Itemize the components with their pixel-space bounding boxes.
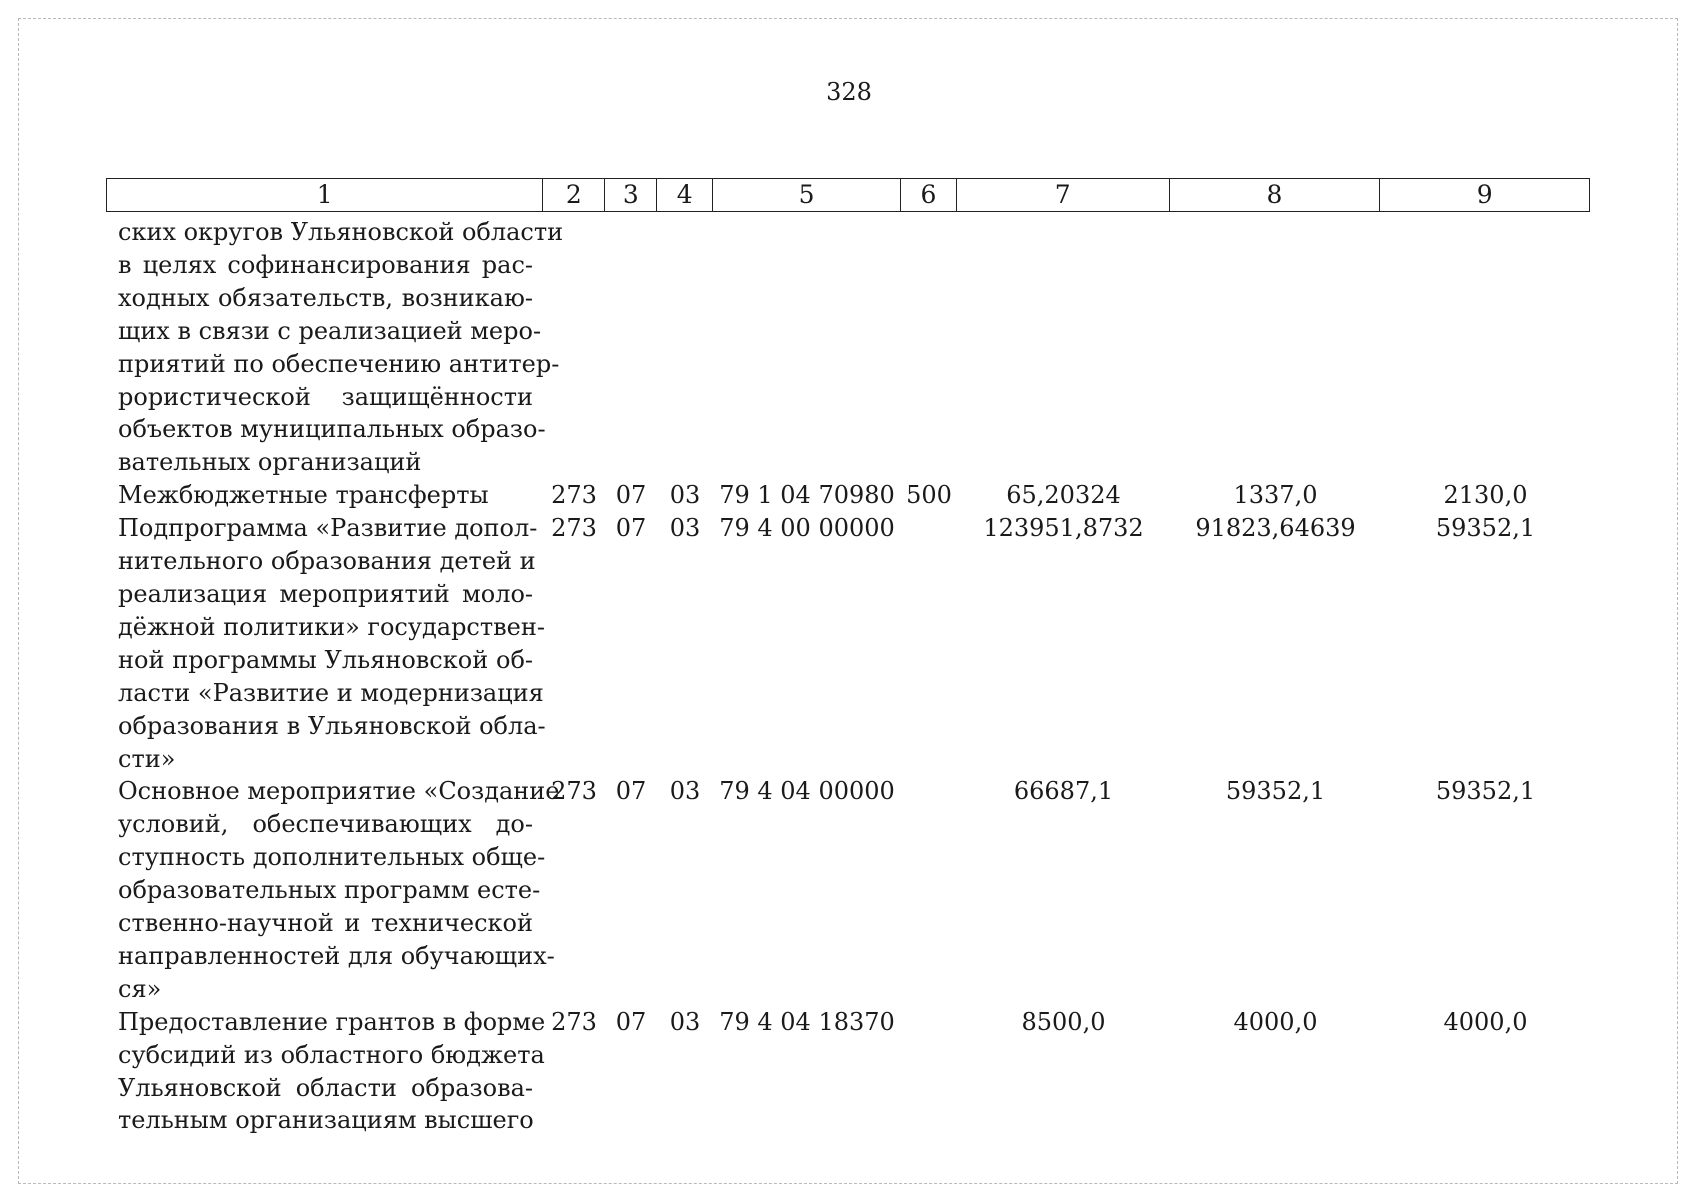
table-body [106, 216, 1590, 1137]
cell-col-3: 07 [615, 1007, 647, 1036]
description-line: сти» [118, 744, 176, 773]
header-col-6: 6 [901, 179, 957, 211]
table-row [106, 775, 1590, 1005]
header-col-2: 2 [543, 179, 605, 211]
description-line: тельным организациям высшего [118, 1106, 534, 1135]
cell-col-8: 59352,1 [1225, 777, 1326, 806]
description-line: образования в Ульяновской обла- [118, 711, 546, 740]
description-line: объектов муниципальных образо- [118, 415, 546, 444]
cell-col-7: 65,20324 [1006, 481, 1121, 510]
description-line: ласти «Развитие и модернизация [118, 678, 544, 707]
cell-col-6 [901, 775, 957, 1005]
cell-col-5: 79 4 04 18370 [719, 1007, 895, 1036]
description-line: в целях софинансирования рас- [118, 250, 533, 279]
cell-col-2: 273 [551, 777, 597, 806]
cell-col-4: 03 [669, 481, 701, 510]
table-row [106, 1006, 1590, 1138]
header-col-3: 3 [605, 179, 657, 211]
cell-col-8: 4000,0 [1233, 1007, 1318, 1036]
description-line: рористической защищённости [118, 382, 533, 411]
cell-col-9: 2130,0 [1443, 481, 1528, 510]
cell-col-6 [901, 216, 957, 479]
row-description [106, 479, 543, 512]
cell-col-5: 79 4 00 00000 [719, 514, 895, 543]
cell-col-2 [543, 216, 605, 479]
cell-col-9 [1381, 216, 1590, 479]
table-row [106, 512, 1590, 775]
header-col-9: 9 [1476, 180, 1493, 209]
cell-col-3 [605, 216, 657, 479]
description-line: реализация мероприятий моло- [118, 579, 533, 608]
cell-col-9: 59352,1 [1435, 514, 1536, 543]
cell-col-3: 07 [615, 481, 647, 510]
header-col-1: 1 [107, 179, 543, 211]
description-line: Межбюджетные трансферты [118, 481, 489, 510]
header-col-5: 5 [713, 179, 901, 211]
cell-col-3: 07 [615, 777, 647, 806]
cell-col-7: 123951,8732 [983, 514, 1144, 543]
description-line: ной программы Ульяновской об- [118, 645, 533, 674]
cell-col-2: 273 [551, 514, 597, 543]
cell-col-4: 03 [669, 514, 701, 543]
cell-col-3: 07 [615, 514, 647, 543]
cell-col-7: 8500,0 [1021, 1007, 1106, 1036]
cell-col-8: 91823,64639 [1195, 514, 1356, 543]
table-row [106, 479, 1590, 512]
cell-col-4: 03 [669, 1007, 701, 1036]
row-description [106, 216, 564, 479]
cell-col-4 [657, 216, 713, 479]
cell-col-4: 03 [669, 777, 701, 806]
description-line: щих в связи с реализацией меро- [118, 316, 542, 345]
cell-col-2: 273 [551, 1007, 597, 1036]
table-header [106, 178, 1590, 212]
cell-col-7: 66687,1 [1013, 777, 1114, 806]
description-line: Подпрограмма «Развитие допол- [118, 514, 538, 543]
header-col-7: 7 [957, 179, 1170, 211]
description-line: субсидий из областного бюджета [118, 1040, 545, 1069]
cell-col-9: 59352,1 [1435, 777, 1536, 806]
row-description [106, 1006, 546, 1138]
cell-col-9: 4000,0 [1443, 1007, 1528, 1036]
page-number: 328 [826, 78, 872, 106]
description-line: ступность дополнительных обще- [118, 843, 546, 872]
cell-col-6 [901, 512, 957, 775]
description-line: дёжной политики» государствен- [118, 612, 545, 641]
row-description [106, 775, 560, 1005]
description-line: условий, обеспечивающих до- [118, 810, 533, 839]
description-line: направленностей для обучающих- [118, 941, 555, 970]
description-line: вательных организаций [118, 448, 422, 477]
cell-col-7 [957, 216, 1170, 479]
description-line: ских округов Ульяновской области [118, 218, 564, 246]
cell-col-5 [713, 216, 901, 479]
description-line: Предоставление грантов в форме [118, 1007, 546, 1036]
table-row [106, 216, 1590, 479]
cell-col-6 [901, 1006, 957, 1138]
cell-col-8 [1170, 216, 1381, 479]
cell-col-2: 273 [551, 481, 597, 510]
description-line: Основное мероприятие «Создание [118, 777, 560, 806]
description-line: образовательных программ есте- [118, 876, 541, 905]
description-line: Ульяновской области образова- [118, 1073, 533, 1102]
cell-col-5: 79 4 04 00000 [719, 777, 895, 806]
description-line: ственно-научной и технической [118, 909, 533, 938]
description-line: ся» [118, 974, 162, 1003]
header-col-4: 4 [657, 179, 713, 211]
description-line: приятий по обеспечению антитер- [118, 349, 560, 378]
description-line: ходных обязательств, возникаю- [118, 283, 533, 312]
cell-col-8: 1337,0 [1233, 481, 1318, 510]
row-description [106, 512, 546, 775]
cell-col-6: 500 [906, 481, 952, 510]
description-line: нительного образования детей и [118, 547, 536, 576]
cell-col-5: 79 1 04 70980 [719, 481, 895, 510]
header-col-8: 8 [1170, 179, 1381, 211]
